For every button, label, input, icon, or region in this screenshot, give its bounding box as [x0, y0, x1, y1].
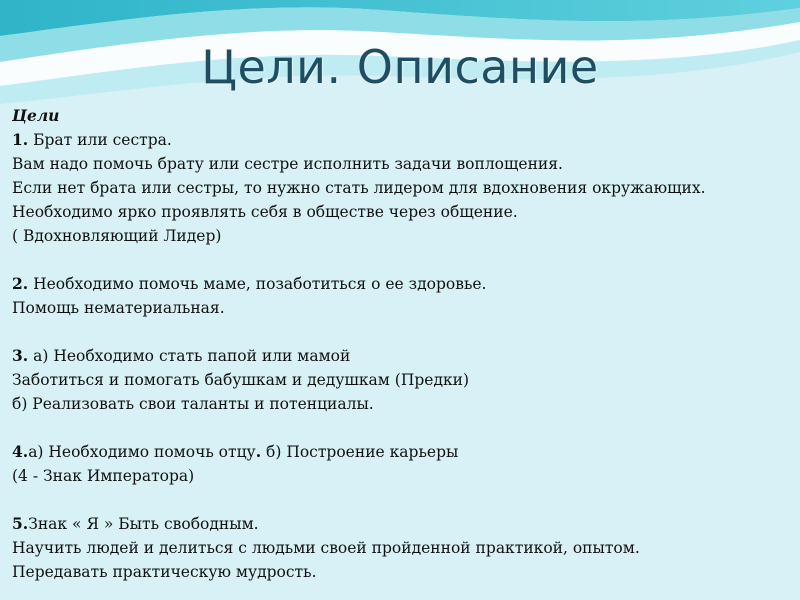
item-5-text: Знак « Я » Быть свободным.	[28, 515, 259, 533]
item-4-line-1	[12, 440, 792, 464]
item-1-line-5: ( Вдохновляющий Лидер)	[12, 227, 222, 245]
item-1-number: 1.	[12, 130, 29, 149]
item-4-text-b: б) Построение карьеры	[261, 443, 459, 461]
spacer	[12, 416, 792, 440]
slide-body	[12, 104, 792, 584]
item-4-text-a: а) Необходимо помочь отцу	[28, 443, 256, 461]
item-2-text: Необходимо помочь маме, позаботиться о ее здоровье.	[28, 275, 487, 293]
item-1-line-2: Вам надо помочь брату или сестре исполнить задачи воплощения.	[12, 155, 563, 173]
item-3-line-3: б) Реализовать свои таланты и потенциалы.	[12, 395, 374, 413]
item-5-line-1	[12, 512, 792, 536]
item-1-line-4: Необходимо ярко проявлять себя в обществе через общение.	[12, 203, 518, 221]
item-2-line-1	[12, 272, 792, 296]
spacer	[12, 488, 792, 512]
item-5-line-3: Передавать практическую мудрость.	[12, 563, 317, 581]
item-3-line-2: Заботиться и помогать бабушкам и дедушкам (Предки)	[12, 371, 470, 389]
spacer	[12, 320, 792, 344]
item-1-line-3: Если нет брата или сестры, то нужно стать лидером для вдохновения окружающих.	[12, 179, 706, 197]
item-4-dot: .	[255, 442, 262, 461]
item-2-line-2: Помощь нематериальная.	[12, 299, 225, 317]
item-4-number: 4.	[12, 442, 29, 461]
item-3-text: а) Необходимо стать папой или мамой	[28, 347, 351, 365]
body-heading: Цели	[12, 106, 60, 125]
item-1-line-1	[12, 128, 792, 152]
item-4-line-2: (4 - Знак Императора)	[12, 467, 195, 485]
slide-title: Цели. Описание	[201, 40, 599, 94]
item-1-text: Брат или сестра.	[28, 131, 172, 149]
item-3-line-1	[12, 344, 792, 368]
spacer	[12, 248, 792, 272]
item-2-number: 2.	[12, 274, 29, 293]
item-3-number: 3.	[12, 346, 29, 365]
item-5-number: 5.	[12, 514, 29, 533]
item-5-line-2: Научить людей и делиться с людьми своей пройденной практикой, опытом.	[12, 539, 640, 557]
